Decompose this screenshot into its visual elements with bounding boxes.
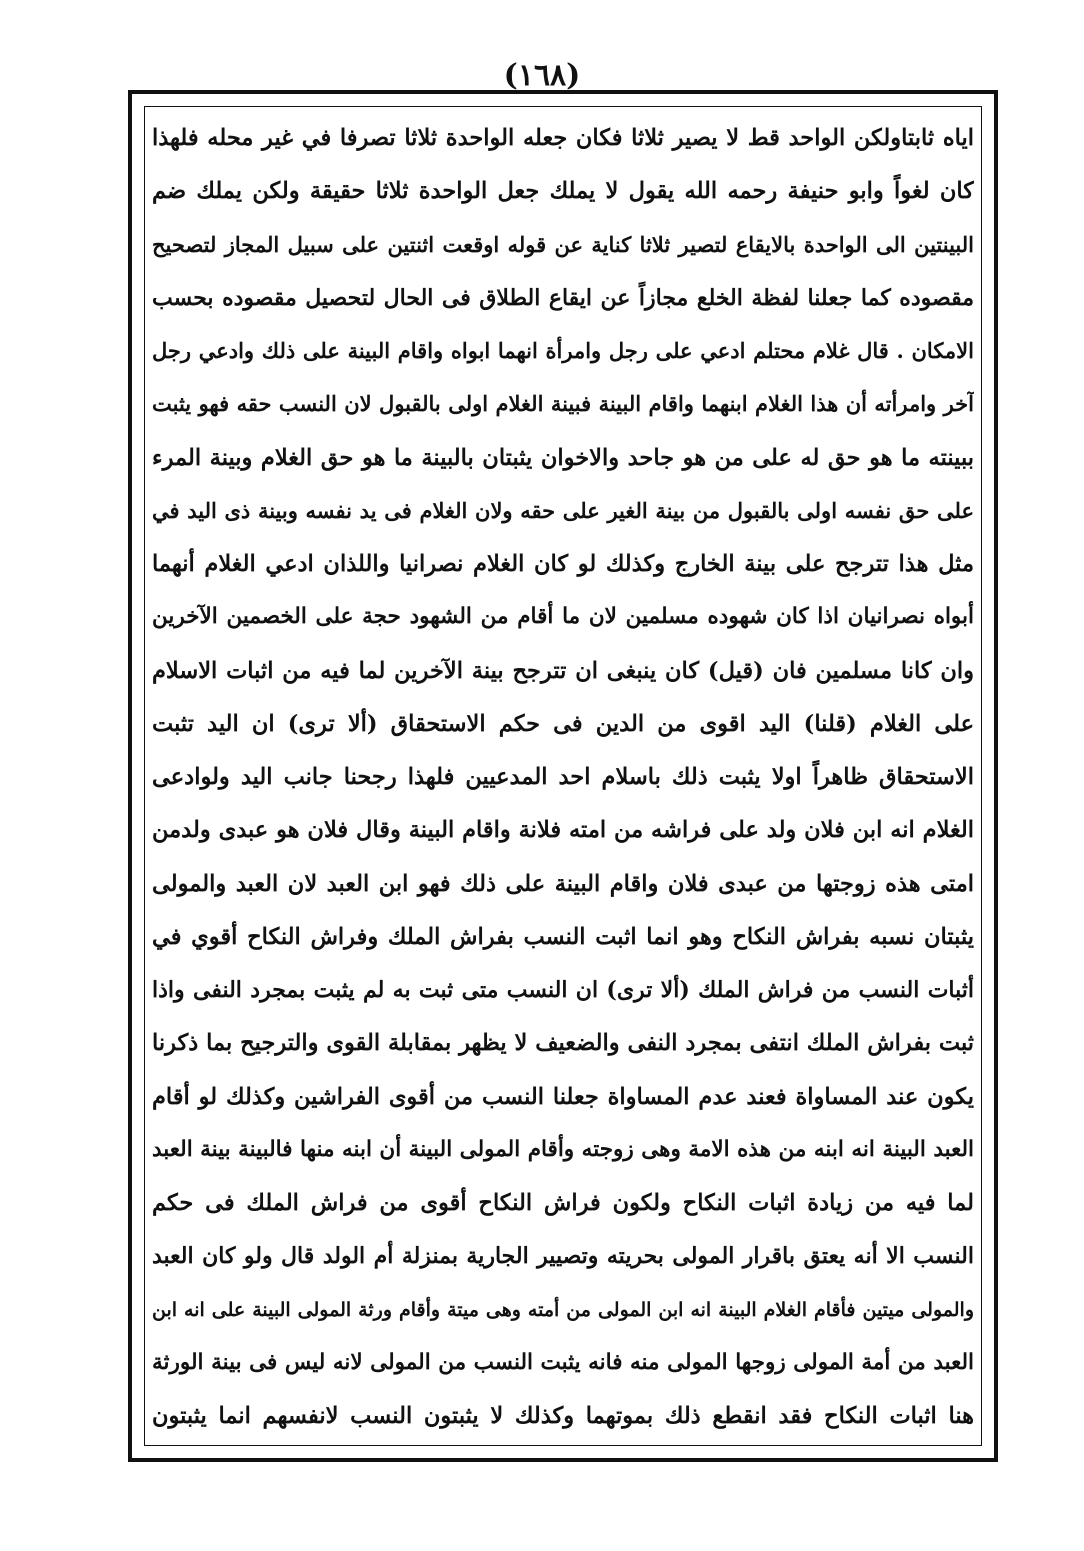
text-line: على حق نفسه اولى بالقبول من بينة الغير على حقه ولان الغلام فى يد نفسه وبينة ذى اليد في xyxy=(152,497,974,523)
text-line: العبد من أمة المولى زوجها المولى منه فانه يثبت النسب من المولى لانه ليس فى بينة الورثة xyxy=(152,1349,974,1375)
text-line: العبد البينة انه ابنه من هذه الامة وهى زوجته وأقام المولى البينة أن ابنه منها فالبينة بينة العبد xyxy=(152,1136,974,1162)
text-line: هنا اثبات النكاح فقد انقطع ذلك بموتهما وكذلك لا يثبتون النسب لانفسهم انما يثبتون xyxy=(152,1403,974,1429)
text-line: يثبتان نسبه بفراش النكاح وهو انما اثبت النسب بفراش الملك وفراش النكاح أقوي في xyxy=(152,923,974,950)
text-line: كان لغواً وابو حنيفة رحمه الله يقول لا يملك جعل الواحدة ثلاثا حقيقة ولكن يملك ضم xyxy=(152,178,974,205)
text-line: ببينته ما هو حق له على من هو جاحد والاخوان يثبتان بالبينة ما هو حق الغلام وبينة المرء xyxy=(152,444,974,471)
text-line: ثبت بفراش الملك انتفى بمجرد النفى والضعيف لا يظهر بمقابلة القوى والترجيح بما ذكرنا xyxy=(152,1030,974,1057)
text-line: الغلام انه ابن فلان ولد على فراشه من امته فلانة واقام البينة وقال فلان هو عبدى ولدمن xyxy=(152,817,974,844)
text-line: الامكان . قال غلام محتلم ادعي على رجل وامرأة انهما ابواه واقام البينة على ذلك وادعي رجل xyxy=(152,338,974,363)
text-line: أبواه نصرانيان اذا كان شهوده مسلمين لان ما أقام من الشهود حجة على الخصمين الآخرين xyxy=(152,604,974,630)
text-line: على الغلام (قلنا) اليد اقوى من الدين فى حكم الاستحقاق (ألا ترى) ان اليد تثبت xyxy=(152,710,974,737)
text-line: مثل هذا تترجح على بينة الخارج وكذلك لو كان الغلام نصرانيا واللذان ادعي الغلام أنهما xyxy=(152,551,974,577)
text-line: البينتين الى الواحدة بالايقاع لتصير ثلاثا كناية عن قوله اوقعت اثنتين على سبيل المجاز لتصحيح xyxy=(152,231,974,257)
text-line: آخر وامرأته أن هذا الغلام ابنهما واقام البينة فبينة الغلام اولى بالقبول لان النسب حقه فهو يثبت xyxy=(152,391,974,417)
text-line: يكون عند المساواة فعند عدم المساواة جعلنا النسب من أقوى الفراشين وكذلك لو أقام xyxy=(152,1083,974,1110)
text-line: الاستحقاق ظاهراً اولا يثبت ذلك باسلام احد المدعيين فلهذا رجحنا جانب اليد ولوادعى xyxy=(152,764,974,790)
text-line: أثبات النسب من فراش الملك (ألا ترى) ان النسب متى ثبت به لم يثبت بمجرد النفى واذا xyxy=(152,977,974,1003)
text-line: مقصوده كما جعلنا لفظة الخلع مجازاً عن ايقاع الطلاق فى الحال لتحصيل مقصوده بحسب xyxy=(152,284,974,311)
text-line: وان كانا مسلمين فان (قيل) كان ينبغى ان تترجح بينة الآخرين لما فيه من اثبات الاسلام xyxy=(152,657,974,684)
page-number: (١٦٨) xyxy=(503,58,581,93)
text-line: لما فيه من زيادة اثبات النكاح ولكون فراش النكاح أقوى من فراش الملك فى حكم xyxy=(152,1190,974,1216)
text-line: والمولى ميتين فأقام الغلام البينة انه ابن المولى من أمته وهى ميتة وأقام ورثة المولى البينة على انه ابن xyxy=(152,1298,974,1321)
text-line: امتى هذه زوجتها من عبدى فلان واقام البينة على ذلك فهو ابن العبد لان العبد والمولى xyxy=(152,870,974,897)
text-body xyxy=(152,116,974,1438)
text-line: اياه ثابتاولكن الواحد قط لا يصير ثلاثا فكان جعله الواحدة ثلاثا تصرفا في غير محله فلهذا xyxy=(152,125,974,151)
text-line: النسب الا أنه يعتق باقرار المولى بحريته وتصيير الجارية بمنزلة أم الولد قال ولو كان العبد xyxy=(152,1243,974,1270)
